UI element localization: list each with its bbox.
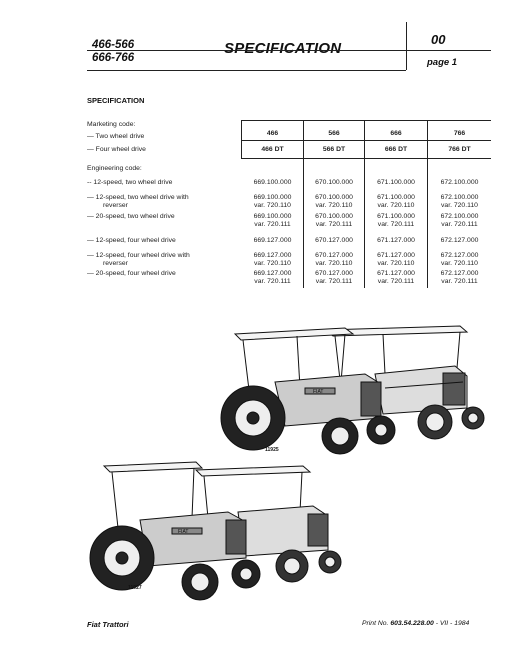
table-cell: 670.100.000 xyxy=(315,179,353,186)
table-cell: var. 720.110 xyxy=(377,202,415,209)
section-code: 00 xyxy=(431,32,446,47)
eng-label-5: — 12-speed, four wheel drive with xyxy=(87,252,190,259)
col-header-466dt: 466 DT xyxy=(261,146,284,153)
page-title: SPECIFICATION xyxy=(224,40,342,57)
table-mid-rule xyxy=(241,140,491,141)
table-cell: 671.100.000 xyxy=(377,213,415,220)
marketing-label-2wd: — Two wheel drive xyxy=(87,133,145,140)
table-cell: var. 720.111 xyxy=(377,278,415,285)
table-cell: var. 720.111 xyxy=(315,278,353,285)
footer-print-code: 603.54.228.00 xyxy=(390,620,434,627)
table-head-rule xyxy=(241,158,491,159)
col-header-566dt: 566 DT xyxy=(322,146,346,153)
header-rule-bottom xyxy=(87,70,406,71)
table-cell: var. 720.111 xyxy=(254,278,291,285)
table-cell: 669.100.000 xyxy=(253,179,292,186)
col-header-666: 666 xyxy=(390,130,402,137)
table-cell: 672.127.000 xyxy=(440,237,479,244)
table-cell: var. 720.111 xyxy=(254,221,291,228)
table-cell: var. 720.110 xyxy=(441,202,478,209)
figure-number-bottom: 11927 xyxy=(128,585,142,591)
table-cell: 672.127.000 xyxy=(440,270,479,277)
table-cell: 669.100.000 xyxy=(253,194,292,201)
table-cell: 670.127.000 xyxy=(315,252,353,259)
footer-publisher: Fiat Trattori xyxy=(87,620,129,629)
table-cell: 670.127.000 xyxy=(315,270,353,277)
header-rule-main xyxy=(87,50,491,51)
table-cell: var. 720.111 xyxy=(441,278,478,285)
model-numbers-line1: 466-566 xyxy=(92,39,135,51)
engineering-heading: Engineering code: xyxy=(87,165,142,172)
col-header-566: 566 xyxy=(328,130,340,137)
table-cell: 670.100.000 xyxy=(315,213,353,220)
table-cell: var. 720.111 xyxy=(315,221,353,228)
marketing-heading: Marketing code: xyxy=(87,121,136,128)
table-cell: var. 720.110 xyxy=(254,260,291,267)
figure-number-top: 11925 xyxy=(265,447,279,453)
col-header-766dt: 766 DT xyxy=(448,146,471,153)
footer-print-number xyxy=(362,620,469,627)
table-cell: 672.127.000 xyxy=(440,252,479,259)
eng-label-1: -- 12-speed, two wheel drive xyxy=(87,179,173,186)
table-cell: 671.127.000 xyxy=(377,252,415,259)
bottom-figure-hood-text: FIAT xyxy=(178,529,189,535)
table-cell: 670.100.000 xyxy=(315,194,353,201)
eng-label-5b: reverser xyxy=(103,260,128,267)
top-figure-hood-text: FIAT xyxy=(313,389,324,395)
table-cell: 672.100.000 xyxy=(440,179,479,186)
eng-label-2b: reverser xyxy=(103,202,128,209)
eng-label-2: — 12-speed, two wheel drive with xyxy=(87,194,189,201)
tractor-illustration-top xyxy=(205,318,490,466)
table-cell: 672.100.000 xyxy=(440,194,479,201)
table-cell: var. 720.110 xyxy=(377,260,415,267)
page-number-label: page 1 xyxy=(427,57,458,68)
table-cell: 669.127.000 xyxy=(253,237,292,244)
model-numbers-line2: 666-766 xyxy=(92,52,135,64)
marketing-label-4wd: — Four wheel drive xyxy=(87,146,146,153)
table-cell: var. 720.111 xyxy=(377,221,415,228)
footer-print-date: - VII - 1984 xyxy=(435,620,470,627)
table-cell: 669.127.000 xyxy=(253,252,292,259)
table-cell: var. 720.111 xyxy=(441,221,478,228)
eng-label-4: — 12-speed, four wheel drive xyxy=(87,237,176,244)
col-header-666dt: 666 DT xyxy=(384,146,408,153)
section-heading: SPECIFICATION xyxy=(87,96,145,105)
table-cell: 671.100.000 xyxy=(377,194,415,201)
table-cell: var. 720.110 xyxy=(315,260,353,267)
table-cell: var. 720.110 xyxy=(254,202,291,209)
table-cell: 669.127.000 xyxy=(253,270,292,277)
table-cell: 671.127.000 xyxy=(377,270,415,277)
table-cell: 669.100.000 xyxy=(253,213,292,220)
table-cell: var. 720.110 xyxy=(441,260,478,267)
table-cell: var. 720.110 xyxy=(315,202,353,209)
table-cell: 672.100.000 xyxy=(440,213,479,220)
footer-print-prefix: Print No. xyxy=(362,620,389,627)
table-cell: 671.127.000 xyxy=(377,237,415,244)
col-header-466: 466 xyxy=(266,130,279,137)
header-divider xyxy=(406,22,407,70)
table-cell: 670.127.000 xyxy=(315,237,353,244)
col-header-766: 766 xyxy=(453,130,466,137)
eng-label-6: — 20-speed, four wheel drive xyxy=(87,270,176,277)
eng-label-3: — 20-speed, two wheel drive xyxy=(87,213,175,220)
table-top-rule xyxy=(241,120,491,121)
table-cell: 671.100.000 xyxy=(377,179,415,186)
